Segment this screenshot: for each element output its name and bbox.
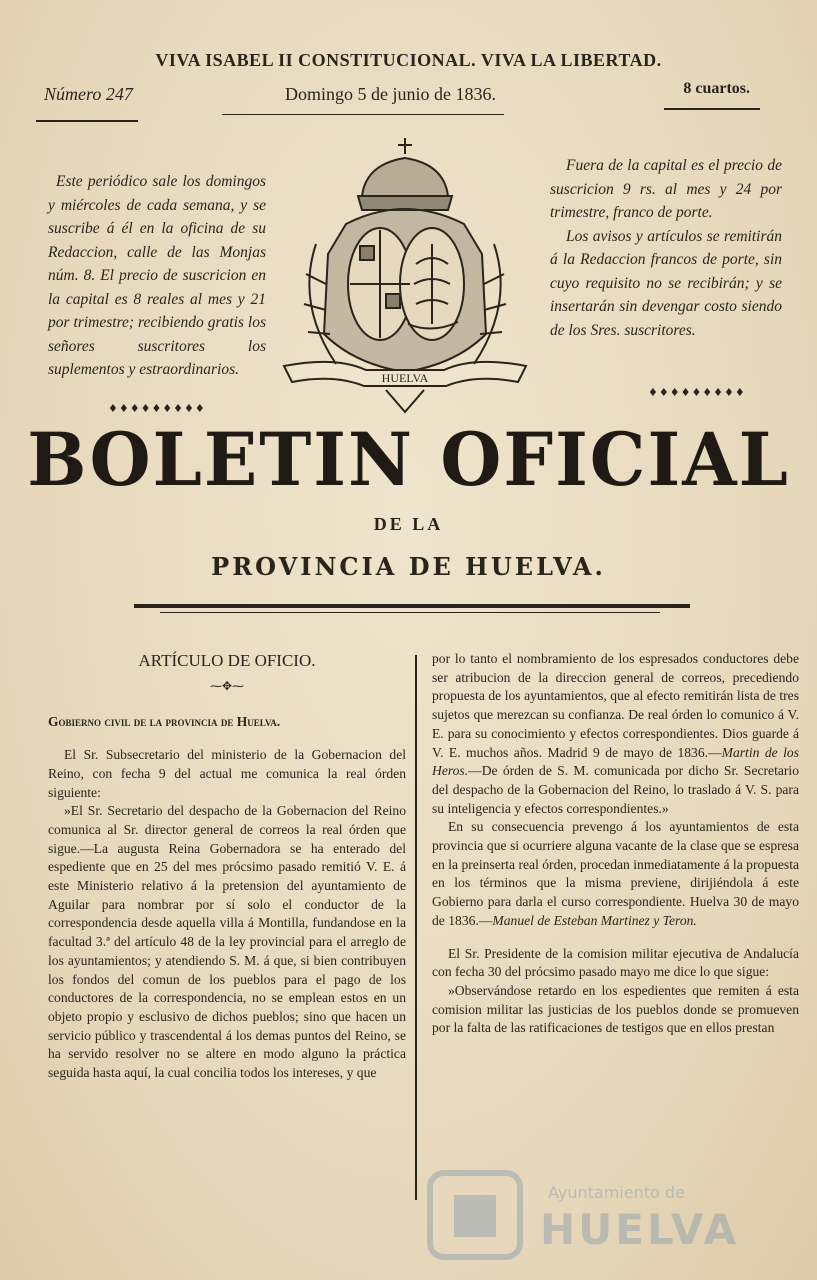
issue-number: Número 247 (44, 84, 133, 104)
signature-esteban-martinez: Manuel de Esteban Martinez y Teron. (492, 912, 697, 928)
right-paragraph-2-text: En su consecuencia prevengo á los ayuntamientos de esta provincia que si ocurriere alguna vacante de la clase que se espresa en la preinserta real órden, procedan inmediatamente á la propuesta en los términos que la misma previene, dirijiéndola á este Gobierno para darla el curso correspondiente. Huelva 30 de mayo de 1836.— (432, 819, 799, 928)
left-stars-ornament: ♦♦♦♦♦♦♦♦♦ (108, 402, 206, 415)
subscription-text-right-2: Los avisos y artículos se remitirán á la Redaccion francos de porte, sin cuyo requisito no se recibirán; y se insertarán sin devengar costo siendo de los Sres. suscritores. (550, 227, 782, 339)
right-paragraph-1-end: —De órden de S. M. comunicada por dicho Sr. Secretario del despacho de la Gobernacion del Reino, lo traslado á V. S. para su inteligencia y efectos correspondientes.» (432, 763, 799, 816)
masthead-rule (134, 604, 690, 608)
section-heading: Gobierno civil de la provincia de Huelva. (48, 714, 281, 730)
right-paragraph-3: El Sr. Presidente de la comision militar ejecutiva de Andalucía con fecha 30 del prócsimo pasado mayo me dice lo que sigue: (432, 945, 799, 980)
header-rule-center (222, 114, 504, 115)
archive-watermark (420, 1165, 750, 1265)
left-column (48, 652, 406, 1083)
right-column (432, 650, 799, 1038)
subscription-text-left: Este periódico sale los domingos y miércoles de cada semana, y se suscribe á él en la oficina de su Redaccion, calle de las Monjas núm. 8. El precio de suscricion en la capital es 8 reales al mes y 21 por trimestre; recibiendo gratis los señores suscritores los suplementos y estraordinarios. (48, 173, 266, 378)
watermark-logo-icon (420, 1165, 530, 1265)
column-divider (415, 655, 417, 1200)
masthead-subtitle-de-la: DE LA (373, 514, 444, 534)
masthead-title: BOLETIN OFICIAL (27, 415, 790, 504)
left-paragraph-1: El Sr. Subsecretario del ministerio de la Gobernacion del Reino, con fecha 9 del actual me comunica la real órden siguiente: (48, 747, 406, 800)
crest-ribbon-label: HUELVA (381, 371, 429, 385)
watermark-big-text: HUELVA (540, 1205, 740, 1254)
issue-date: Domingo 5 de junio de 1836. (285, 84, 496, 104)
masthead-subtitle-province: PROVINCIA DE HUELVA. (211, 552, 606, 581)
header-rule-right (664, 108, 760, 110)
signature-martin-de-los-heros: Martin de los Heros. (432, 744, 799, 779)
watermark-small-text: Ayuntamiento de (548, 1183, 685, 1202)
right-stars-ornament: ♦♦♦♦♦♦♦♦♦ (648, 386, 746, 399)
header-motto: VIVA ISABEL II CONSTITUCIONAL. VIVA LA LIBERTAD. (155, 50, 662, 70)
right-paragraph-1-start: por lo tanto el nombramiento de los espresados conductores debe ser atribucion de la direccion general de correos, precediendo propuesta de los ayuntamientos, que al efecto remitirán lista de tres sujetos que merezcan su confianza. De real órden lo comunico á V. E. para su conocimiento y efectos correspondientes. Dios guarde á V. E. muchos años. Madrid 9 de mayo de 1836.— (432, 651, 799, 760)
right-paragraph-1 (432, 650, 799, 818)
article-heading: ARTÍCULO DE OFICIO. (138, 651, 316, 670)
coat-of-arms-icon (276, 134, 534, 416)
subscription-text-right-1: Fuera de la capital es el precio de suscricion 9 rs. al mes y 24 por trimestre, franco de porte. (550, 157, 782, 221)
right-paragraph-4: »Observándose retardo en los espedientes que remiten á esta comision militar las justicias de los pueblos donde se promueven por la falta de las ratificaciones de testigos que en ellos prestan (432, 982, 799, 1036)
header-rule-left (36, 120, 138, 122)
left-paragraph-2: »El Sr. Secretario del despacho de la Gobernacion del Reino comunica al Sr. director general de correos la real órden que sigue.—La augusta Reina Gobernadora se ha enterado del espediente que en 25 del mes prócsimo pasado remitió V. E. á este Ministerio relativo á la pretension del ayuntamiento de Aguilar para nombrar por sí solo el conductor de la correspondencia desde aquella villa á Montilla, fundandose en la facultad 3.ª del artículo 48 de la ley provincial para el arreglo de los ayuntamientos; y atendiendo S. M. á que, si bien contribuyen los fondos del comun de los pueblos para el pago de los conductores de la correspondencia, no se emplean estos en un objeto propio y esclusivo de dichos pueblos; sino que hacen un servicio público y trascendental á los demas puntos del Reino, se ha servido resolver no se altere en modo alguno la práctica seguida hasta aquí, la cual concilia todos los intereses, y que (48, 803, 406, 1081)
right-paragraph-2 (432, 818, 799, 930)
subscription-box-right (550, 154, 782, 342)
paragraph-gap (432, 931, 799, 945)
issue-price: 8 cuartos. (683, 80, 750, 97)
masthead-rule-thin (160, 612, 660, 613)
issue-info-line (40, 80, 770, 108)
heading-ornament: ⁓✥⁓ (209, 678, 245, 693)
subscription-box-left (48, 170, 266, 382)
